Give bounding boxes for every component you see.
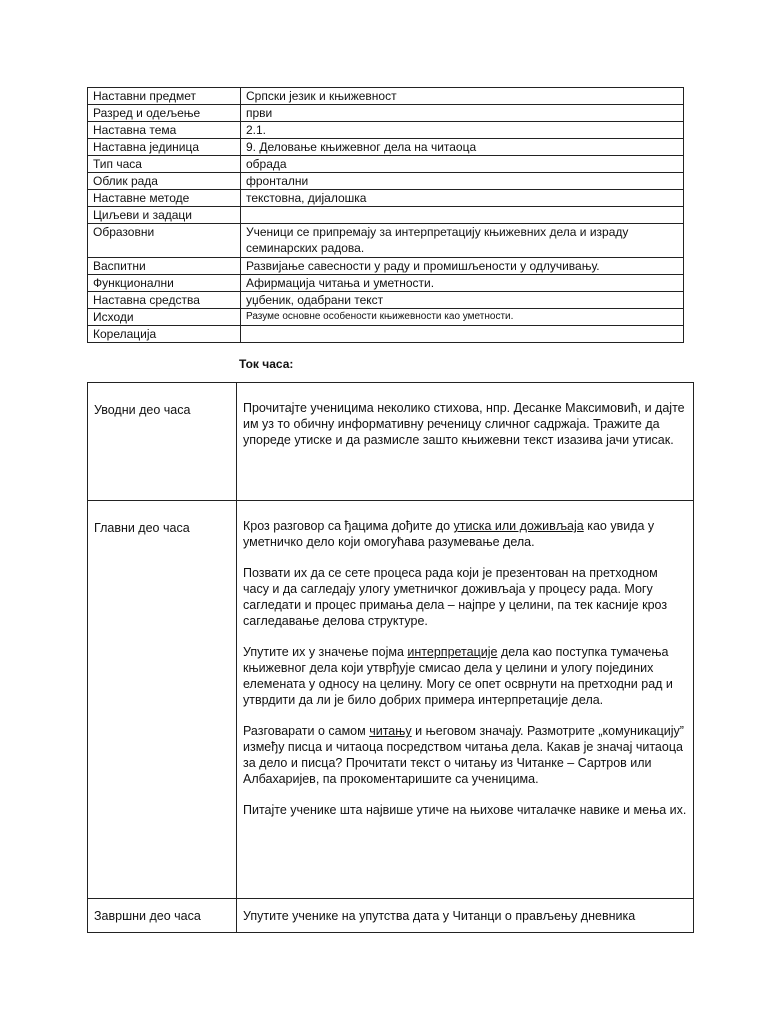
row-label: Наставни предмет bbox=[88, 88, 241, 105]
row-label: Разред и одељење bbox=[88, 105, 241, 122]
section-text-main bbox=[237, 501, 694, 899]
table-row bbox=[88, 309, 684, 326]
row-value: Афирмација читања и уметности. bbox=[241, 275, 684, 292]
section-label-final: Завршни део часа bbox=[88, 899, 237, 933]
row-value: уџбеник, одабрани текст bbox=[241, 292, 684, 309]
row-value: фронтални bbox=[241, 173, 684, 190]
main-paragraph-1: Кроз разговор са ђацима дођите до утиска или доживљаја као увида у уметничко дело који омогућава разумевање дела. bbox=[243, 519, 655, 549]
table-row bbox=[88, 326, 684, 343]
table-row bbox=[88, 275, 684, 292]
table-row bbox=[88, 122, 684, 139]
main-paragraph-2: Позвати их да се сете процеса рада који је презентован на претходном часу и да сагледају улогу уметничког доживљаја у процесу рада. Могу сагледати и процес примања дела – најпре у целини, па тек касније кроз сагледавање делова структуре. bbox=[243, 566, 668, 628]
table-row bbox=[88, 258, 684, 275]
table-row bbox=[88, 190, 684, 207]
row-value: обрада bbox=[241, 156, 684, 173]
row-label: Наставна јединица bbox=[88, 139, 241, 156]
row-value: текстовна, дијалошка bbox=[241, 190, 684, 207]
section-text-final: Упутите ученике на упутства дата у Читанци о прављењу дневника bbox=[237, 899, 694, 933]
table-row bbox=[88, 899, 694, 933]
table-row bbox=[88, 88, 684, 105]
row-value bbox=[241, 207, 684, 224]
table-row bbox=[88, 156, 684, 173]
main-paragraph-5: Питајте ученике шта највише утиче на њихове читалачке навике и мења их. bbox=[243, 803, 687, 817]
row-value: 9. Деловање књижевног дела на читаоца bbox=[241, 139, 684, 156]
row-value: Српски језик и књижевност bbox=[241, 88, 684, 105]
section-label-main: Главни део часа bbox=[88, 501, 237, 899]
row-label: Исходи bbox=[88, 309, 241, 326]
table-row bbox=[88, 292, 684, 309]
row-label: Облик рада bbox=[88, 173, 241, 190]
section-label-intro: Уводни део часа bbox=[88, 383, 237, 501]
row-label: Наставне методе bbox=[88, 190, 241, 207]
table-row bbox=[88, 383, 694, 501]
table-row bbox=[88, 105, 684, 122]
row-value: Ученици се припремају за интерпретацију књижевних дела и израду семинарских радова. bbox=[241, 224, 684, 258]
table-row bbox=[88, 207, 684, 224]
term-interpretation: интерпретације bbox=[407, 645, 498, 659]
section-text-intro: Прочитајте ученицима неколико стихова, нпр. Десанке Максимовић, и дајте им уз то обичну информативну реченицу сличног садржаја. Тражите да упореде утиске и да размисле зашто књижевни текст изазива јачи утисак. bbox=[237, 383, 694, 501]
row-label: Функционални bbox=[88, 275, 241, 292]
row-label: Циљеви и задаци bbox=[88, 207, 241, 224]
table-row bbox=[88, 224, 684, 258]
row-label: Тип часа bbox=[88, 156, 241, 173]
main-paragraph-4: Разговарати о самом читању и његовом значају. Размотрите „комуникацију” између писца и читаоца посредством читања дела. Какав је значај читаоца за дело и писца? Прочитати текст о читању из Читанке – Сартров или Албахаријев, па прокоментаришите са ученицима. bbox=[243, 724, 684, 786]
row-label: Образовни bbox=[88, 224, 241, 258]
main-paragraph-3: Упутите их у значење појма интерпретације дела као поступка тумачења књижевног дела који утврђује смисао дела у целини и улогу појединих елемената у односу на целину. Могу се опет осврнути на претходни рад и утврдити да ли је било добрих примера интерпретације дела. bbox=[243, 645, 673, 707]
lesson-info-table bbox=[87, 87, 684, 343]
table-row bbox=[88, 139, 684, 156]
row-value: 2.1. bbox=[241, 122, 684, 139]
lesson-flow-table bbox=[87, 382, 694, 933]
row-value: Развијање савесности у раду и промишљености у одлучивању. bbox=[241, 258, 684, 275]
term-reading: читању bbox=[369, 724, 412, 738]
table-row bbox=[88, 173, 684, 190]
lesson-flow-heading: Ток часа: bbox=[239, 357, 294, 371]
row-value: Разуме основне особености књижевности као уметности. bbox=[241, 309, 684, 326]
term-impression: утиска или доживљаја bbox=[453, 519, 584, 533]
row-label: Наставна тема bbox=[88, 122, 241, 139]
row-value bbox=[241, 326, 684, 343]
table-row bbox=[88, 501, 694, 899]
row-label: Корелација bbox=[88, 326, 241, 343]
row-label: Наставна средства bbox=[88, 292, 241, 309]
row-label: Васпитни bbox=[88, 258, 241, 275]
row-value: први bbox=[241, 105, 684, 122]
